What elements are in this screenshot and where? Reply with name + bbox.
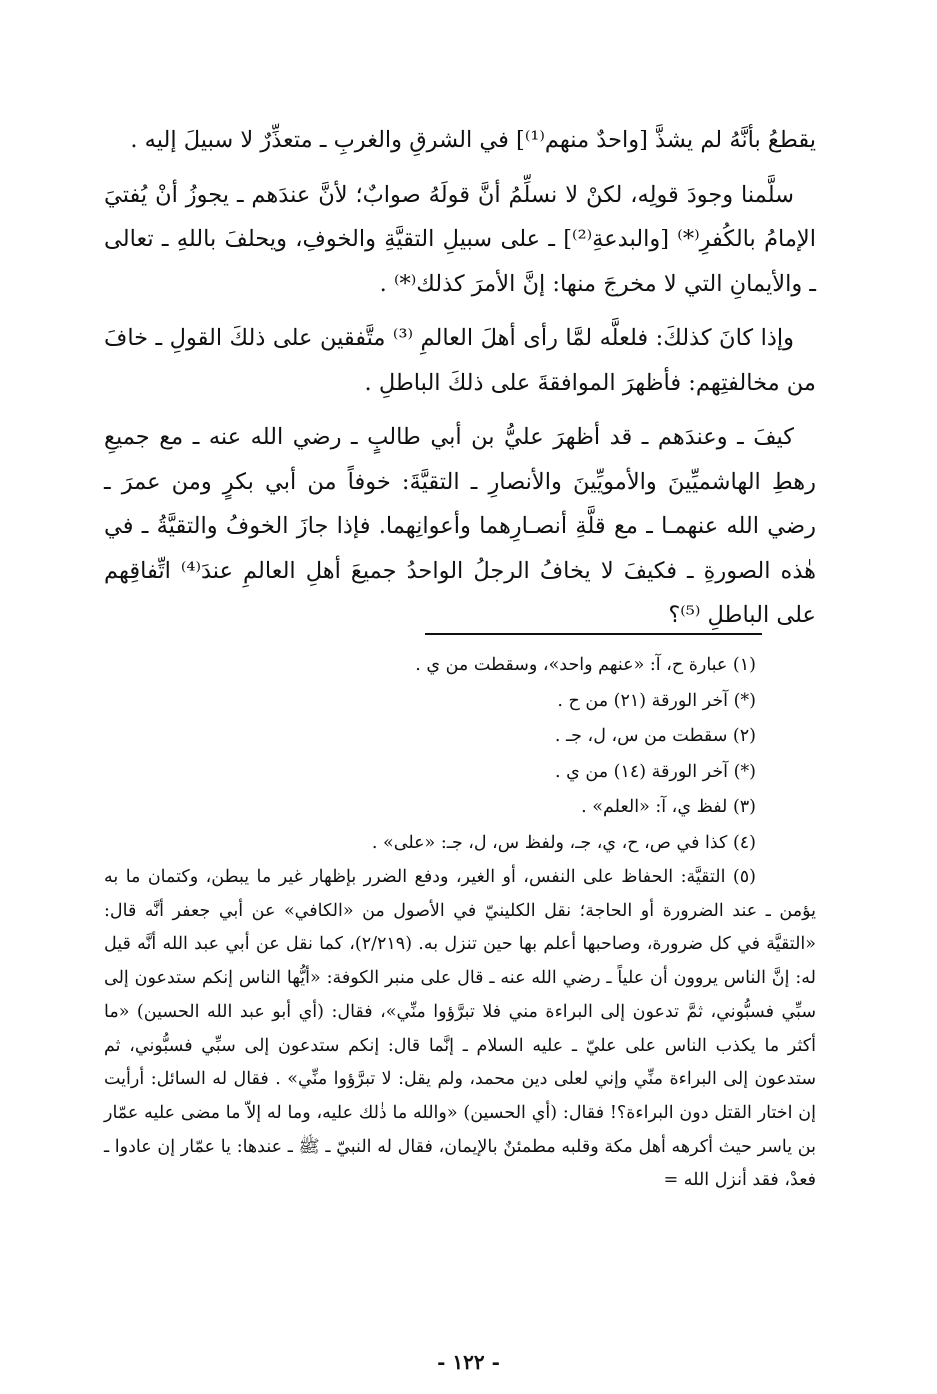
page-number: - ١٢٢ - [437,1350,500,1374]
footnotes-block [104,648,816,1198]
footnote-2: (٢) سقطت من س، ل، جـ . [554,726,756,746]
footnote-5-text: التقيَّة: الحفاظ على النفس، أو الغير، ودفع الضرر بإظهار غير ما يبطن، وكتمان ما به يؤمن ـ عند الضرورة أو الحاجة؛ نقل الكلينيّ في الأصول من «الكافي» عن أبي جعفر أنَّه قال: «التقيَّة في كل ضرورة، وصاحبها أعلم بها حين تنزل به. (٢/٢١٩)، كما نقل عن أبي عبد الله أنَّه قيل له: إنَّ الناس يروون أن علياً ـ رضي الله عنه ـ قال على منبر الكوفة: «أيُّها الناس إنكم ستدعون إلى سبِّي فسبُّوني، ثمَّ تدعون إلى البراءة مني فلا تبرَّؤوا منِّي»، فقال: (أي أبو عبد الله الحسين) «ما أكثر ما يكذب الناس على عليّ ـ عليه السلام ـ إنَّما قال: إنكم ستدعون إلى سبِّي فسبُّوني، ثم ستدعون إلى البراءة منِّي وإني لعلى دين محمد، ولم يقل: لا تبرَّؤوا منِّي» . فقال له السائل: أرأيت إن اختار القتل دون البراءة؟! فقال: (أي الحسين) «والله ما ذٰلك عليه، وما له إلاّ ما مضى عليه عمّار بن ياسر حيث أكرهه أهل مكة وقلبه مطمئنٌ بالإيمان، فقال له النبيّ ـ ﷺ ـ عندها: يا عمّار إن عادوا ـ فعدْ، فقد أنزل الله = [104,867,816,1191]
footnote-4: (٤) كذا في ص، ح، ي، جـ، ولفظ س، ل، جـ: «على» . [371,832,756,853]
footnote-1: (١) عبارة ح، آ: «عنهم واحد»، وسقطت من ي . [415,655,756,675]
main-text-block [104,118,816,648]
paragraph-2: سلَّمنا وجودَ قولِه، لكنْ لا نسلِّمُ أنَّ قولَهُ صوابٌ؛ لأنَّ عندَهم ـ يجوزُ أنْ يُفتيَ الإمامُ بالكُفرِ⁽*⁾ [والبدعةِ⁽²⁾] ـ على سبيلِ التقيَّةِ والخوفِ، ويحلفَ باللهِ ـ تعالى ـ والأيمانِ التي لا مخرجَ منها: إنَّ الأمرَ كذلك⁽*⁾ . [104,181,817,297]
paragraph-1: يقطعُ بأنَّهُ لم يشذَّ [واحدٌ منهم⁽¹⁾] في الشرقِ والغربِ ـ متعذِّرٌ لا سبيلَ إليه . [130,127,816,153]
footnote-5 [104,861,816,1198]
footnote-separator [425,633,762,635]
footnote-star-1: (*) آخر الورقة (٢١) من ح . [557,690,756,711]
footnote-3: (٣) لفظ ي، آ: «العلم» . [581,797,756,817]
paragraph-4: كيفَ ـ وعندَهم ـ قد أظهرَ عليُّ بن أبي طالبٍ ـ رضي الله عنه ـ مع جميعِ رهطِ الهاشميِّينَ والأمويِّينَ والأنصارِ ـ التقيَّةَ: خوفاً من أبي بكرٍ ومن عمرَ ـ رضي الله عنهمـا ـ مع قلَّةِ أنصـارِهما وأعوانِهما. فإذا جازَ الخوفُ والتقيَّةُ ـ في هٰذه الصورةِ ـ فكيفَ لا يخافُ الرجلُ الواحدُ جميعَ أهلِ العالمِ عندَ⁽⁴⁾ اتِّفاقِهم على الباطلِ ⁽⁵⁾؟ [104,424,817,628]
paragraph-3: وإذا كانَ كذلكَ: فلعلَّه لمَّا رأى أهلَ العالمِ ⁽³⁾ متَّفقين على ذلكَ القولِ ـ خافَ من مخالفتِهم: فأظهرَ الموافقةَ على ذلكَ الباطلِ . [104,325,816,396]
footnote-star-2: (*) آخر الورقة (١٤) من ي . [555,761,756,782]
footnote-5-label: (٥) [732,867,756,887]
